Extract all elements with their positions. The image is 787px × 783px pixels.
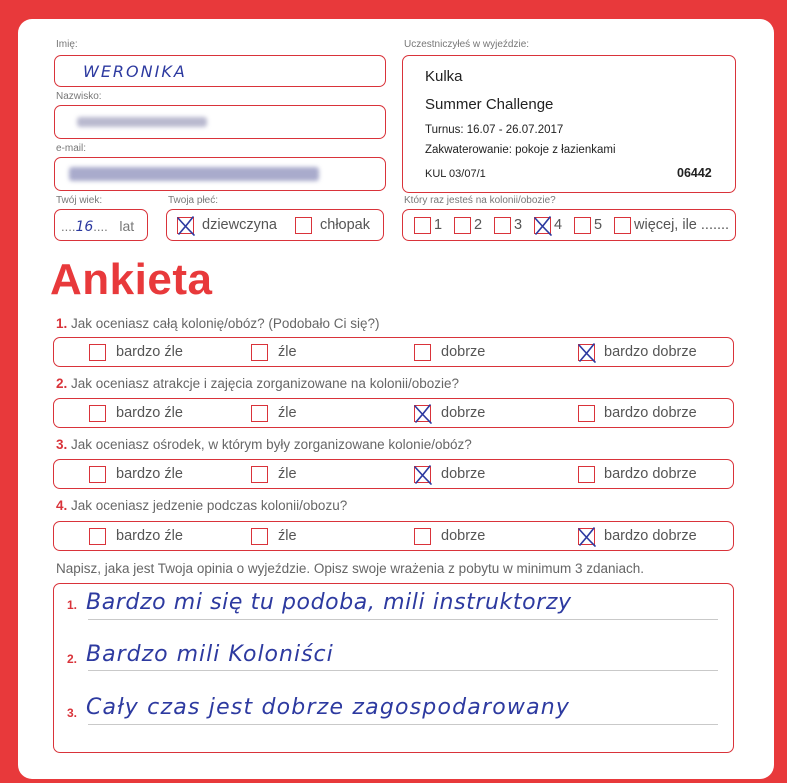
q1-checkbox-very-bad[interactable]	[89, 344, 106, 361]
q3-option-good: dobrze	[441, 466, 486, 482]
email-field[interactable]	[54, 157, 386, 191]
q2-option-very-bad: bardzo źle	[116, 405, 183, 421]
email-label: e-mail:	[56, 143, 87, 154]
times-option-3: 3	[514, 217, 523, 233]
question-4-options	[53, 521, 734, 551]
check-mark-icon	[576, 525, 598, 549]
age-dots-right: ....	[93, 219, 108, 234]
opinion-line-1-number: 1.	[67, 598, 78, 612]
check-mark-icon	[412, 402, 434, 426]
check-mark-icon	[576, 341, 598, 365]
opinion-line-1-rule	[88, 619, 718, 620]
gender-option-girl: dziewczyna	[202, 217, 277, 233]
opinion-line-3-text: Cały czas jest dobrze zagospodarowany	[86, 695, 571, 720]
times-option-5: 5	[594, 217, 603, 233]
redacted-surname	[77, 117, 207, 127]
redacted-email	[69, 167, 319, 181]
page-title: Ankieta	[50, 255, 213, 304]
q3-checkbox-bad[interactable]	[251, 466, 268, 483]
opinion-prompt: Napisz, jaka jest Twoja opinia o wyjeździe. Opisz swoje wrażenia z pobytu w minimum 3 zdaniach.	[56, 561, 645, 576]
opinion-line-2-number: 2.	[67, 652, 78, 666]
surname-label: Nazwisko:	[56, 91, 102, 102]
accommodation-value: pokoje z łazienkami	[515, 144, 616, 156]
q1-option-very-bad: bardzo źle	[116, 344, 183, 360]
question-2-options	[53, 398, 734, 428]
q4-option-bad: źle	[278, 528, 297, 544]
q3-checkbox-good[interactable]	[414, 466, 431, 483]
check-mark-icon	[412, 463, 434, 487]
question-1-options	[53, 337, 734, 367]
opinion-line-1-text: Bardzo mi się tu podoba, mili instruktorzy	[86, 590, 572, 615]
q3-option-very-good: bardzo dobrze	[604, 466, 697, 482]
trip-number: 06442	[677, 166, 712, 180]
times-option-1: 1	[434, 217, 443, 233]
gender-checkbox-boy[interactable]	[295, 217, 312, 234]
opinion-line-2-text: Bardzo mili Koloniści	[86, 642, 334, 667]
times-option-4: 4	[554, 217, 563, 233]
q1-option-bad: źle	[278, 344, 297, 360]
question-3-number: 3.	[56, 437, 68, 452]
survey-card	[18, 19, 774, 779]
age-value: 16	[75, 219, 94, 235]
trip-subtitle: Summer Challenge	[425, 96, 554, 113]
q1-checkbox-bad[interactable]	[251, 344, 268, 361]
q4-checkbox-very-good[interactable]	[578, 528, 595, 545]
q2-checkbox-very-bad[interactable]	[89, 405, 106, 422]
times-checkbox-1[interactable]	[414, 217, 431, 234]
question-1-number: 1.	[56, 316, 68, 331]
question-3-text: Jak oceniasz ośrodek, w którym były zorganizowane kolonie/obóz?	[71, 437, 472, 452]
age-unit: lat	[119, 218, 135, 234]
q4-option-very-good: bardzo dobrze	[604, 528, 697, 544]
question-1-text: Jak oceniasz całą kolonię/obóz? (Podobało Ci się?)	[71, 316, 380, 331]
opinion-line-3-number: 3.	[67, 706, 78, 720]
gender-checkbox-girl[interactable]	[177, 217, 194, 234]
times-option-2: 2	[474, 217, 483, 233]
question-4-number: 4.	[56, 498, 68, 513]
opinion-line-3-rule	[88, 724, 718, 725]
age-label: Twój wiek:	[56, 195, 103, 206]
times-field	[402, 209, 736, 241]
question-4-text: Jak oceniasz jedzenie podczas kolonii/obozu?	[71, 498, 348, 513]
times-checkbox-5[interactable]	[574, 217, 591, 234]
gender-field	[166, 209, 384, 241]
question-3	[56, 437, 472, 452]
times-label: Który raz jesteś na kolonii/obozie?	[404, 195, 556, 206]
turnus-value: 16.07 - 26.07.2017	[466, 124, 564, 136]
q2-option-very-good: bardzo dobrze	[604, 405, 697, 421]
check-mark-icon	[175, 214, 197, 238]
q2-option-good: dobrze	[441, 405, 486, 421]
times-checkbox-3[interactable]	[494, 217, 511, 234]
q3-option-bad: źle	[278, 466, 297, 482]
q3-option-very-bad: bardzo źle	[116, 466, 183, 482]
question-2	[56, 376, 459, 391]
age-field[interactable]	[54, 209, 148, 241]
q2-option-bad: źle	[278, 405, 297, 421]
q1-option-good: dobrze	[441, 344, 486, 360]
q4-checkbox-good[interactable]	[414, 528, 431, 545]
turnus-label: Turnus:	[425, 124, 464, 136]
q1-checkbox-good[interactable]	[414, 344, 431, 361]
trip-label: Uczestniczyłeś w wyjeździe:	[404, 39, 530, 50]
q4-option-good: dobrze	[441, 528, 486, 544]
q2-checkbox-bad[interactable]	[251, 405, 268, 422]
accommodation-label: Zakwaterowanie:	[425, 144, 512, 156]
q3-checkbox-very-good[interactable]	[578, 466, 595, 483]
question-4	[56, 498, 347, 513]
question-2-number: 2.	[56, 376, 68, 391]
q3-checkbox-very-bad[interactable]	[89, 466, 106, 483]
q2-checkbox-good[interactable]	[414, 405, 431, 422]
question-2-text: Jak oceniasz atrakcje i zajęcia zorganizowane na kolonii/obozie?	[71, 376, 460, 391]
question-3-options	[53, 459, 734, 489]
trip-code: KUL 03/07/1	[425, 168, 486, 180]
trip-box	[402, 55, 736, 193]
q4-option-very-bad: bardzo źle	[116, 528, 183, 544]
name-field[interactable]	[54, 55, 386, 87]
q4-checkbox-bad[interactable]	[251, 528, 268, 545]
name-label: Imię:	[56, 39, 78, 50]
times-checkbox-4[interactable]	[534, 217, 551, 234]
times-option-more: więcej, ile .......	[634, 217, 730, 233]
check-mark-icon	[532, 214, 554, 238]
opinion-line-2-rule	[88, 670, 718, 671]
q2-checkbox-very-good[interactable]	[578, 405, 595, 422]
age-dots-left: ....	[61, 219, 76, 234]
times-checkbox-more[interactable]	[614, 217, 631, 234]
question-1	[56, 316, 379, 331]
q1-checkbox-very-good[interactable]	[578, 344, 595, 361]
q1-option-very-good: bardzo dobrze	[604, 344, 697, 360]
q4-checkbox-very-bad[interactable]	[89, 528, 106, 545]
gender-option-boy: chłopak	[320, 217, 370, 233]
trip-name: Kulka	[425, 68, 463, 85]
surname-field[interactable]	[54, 105, 386, 139]
gender-label: Twoja płeć:	[168, 195, 219, 206]
times-checkbox-2[interactable]	[454, 217, 471, 234]
name-value: WERONIKA	[83, 62, 187, 81]
